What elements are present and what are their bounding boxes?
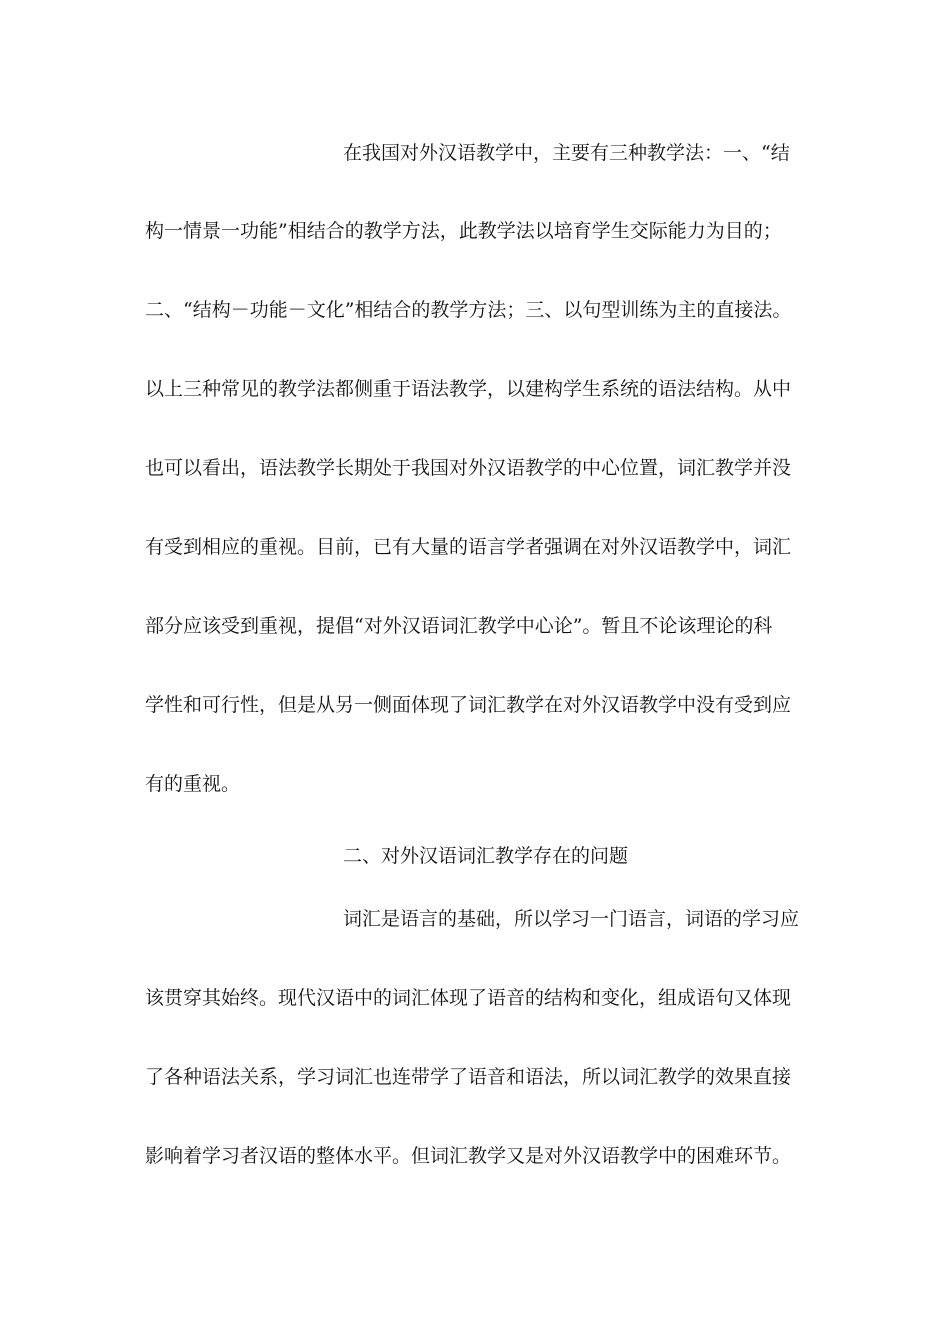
paragraph-2-line-4: 影响着学习者汉语的整体水平。但词汇教学又是对外汉语教学中的困难环节。: [145, 1145, 792, 1167]
paragraph-1-line-9: 有的重视。: [145, 773, 241, 795]
paragraph-1-line-2: 构一情景一功能”相结合的教学方法，此教学法以培育学生交际能力为目的；: [145, 220, 782, 242]
section-heading: 二、对外汉语词汇教学存在的问题: [343, 845, 629, 867]
paragraph-1-line-4: 以上三种常见的教学法都侧重于语法教学，以建构学生系统的语法结构。从中: [145, 378, 792, 400]
paragraph-1-line-5: 也可以看出，语法教学长期处于我国对外汉语教学的中心位置，词汇教学并没: [145, 457, 792, 479]
paragraph-1-line-6: 有受到相应的重视。目前，已有大量的语言学者强调在对外汉语教学中，词汇: [145, 536, 792, 558]
paragraph-1-line-7: 部分应该受到重视，提倡“对外汉语词汇教学中心论”。暂且不论该理论的科: [145, 615, 773, 637]
paragraph-2-line-1: 词汇是语言的基础，所以学习一门语言，词语的学习应: [343, 908, 800, 930]
paragraph-2-line-3: 了各种语法关系，学习词汇也连带学了语音和语法，所以词汇教学的效果直接: [145, 1066, 792, 1088]
paragraph-1-line-3: 二、“结构－功能－文化”相结合的教学方法；三、以句型训练为主的直接法。: [145, 299, 792, 321]
paragraph-2-line-2: 该贯穿其始终。现代汉语中的词汇体现了语音的结构和变化，组成语句又体现: [145, 987, 792, 1009]
paragraph-1-line-8: 学性和可行性，但是从另一侧面体现了词汇教学在对外汉语教学中没有受到应: [145, 694, 792, 716]
paragraph-1-line-1: 在我国对外汉语教学中，主要有三种教学法：一、“结: [343, 142, 790, 164]
